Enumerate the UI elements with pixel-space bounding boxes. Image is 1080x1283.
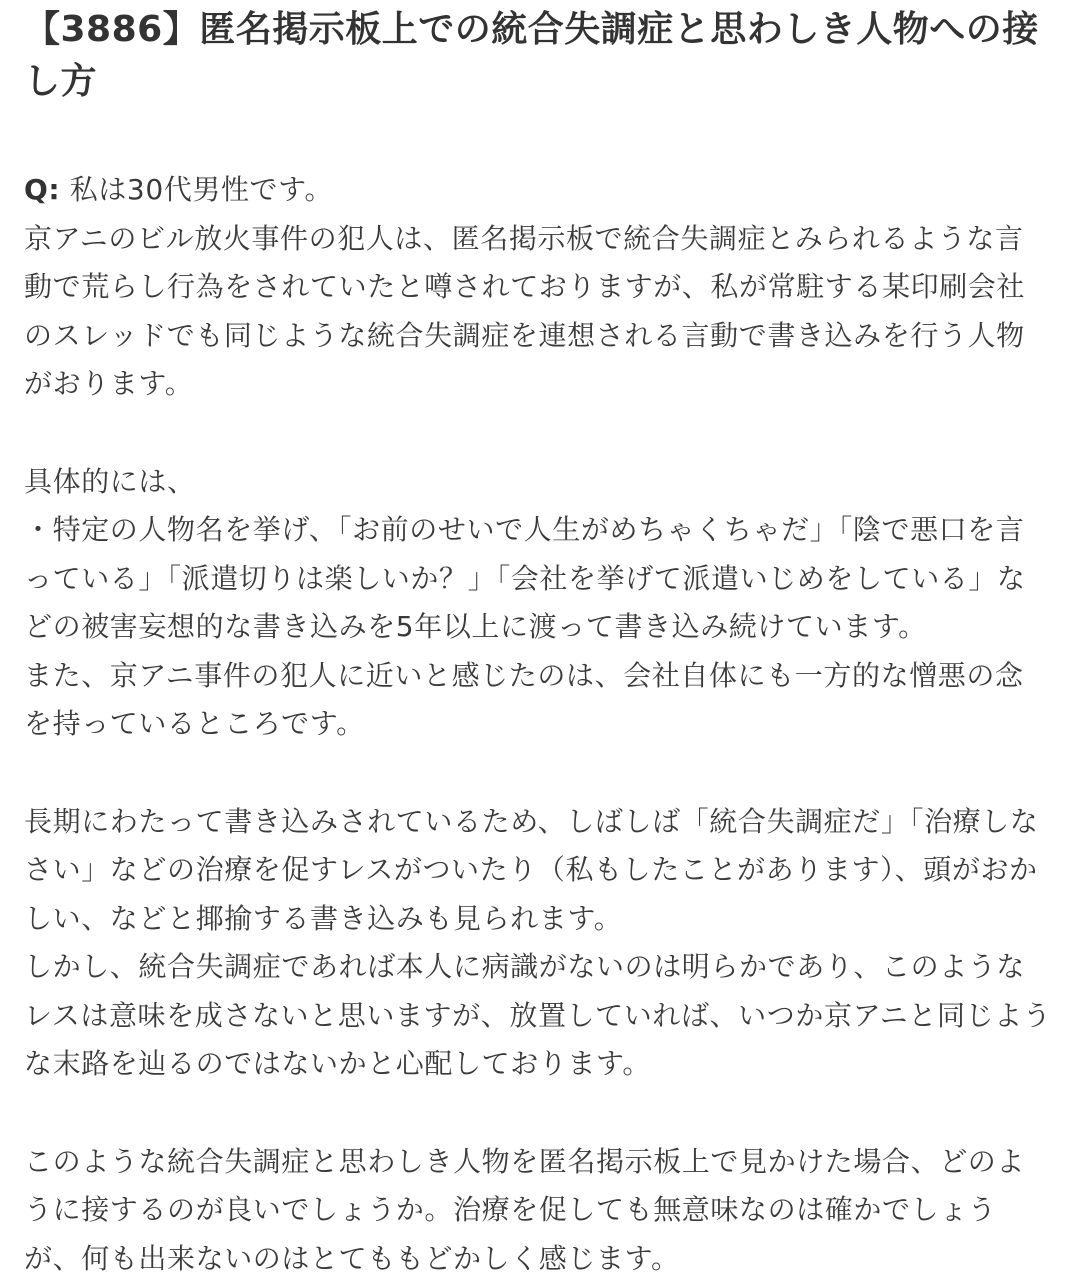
question-line: 京アニのビル放火事件の犯人は、匿名掲示板で統合失調症とみられるような言動で荒らし行為をされていたと噂されておりますが、私が常駐する某印刷会社のスレッドでも同じような統合失調症を連想される言動で書き込みを行う人物がおります。	[24, 215, 1052, 409]
question-line	[24, 166, 1052, 215]
question-paragraph-4	[24, 1138, 1052, 1283]
question-paragraph-1	[24, 166, 1052, 409]
question-paragraph-3	[24, 798, 1052, 1089]
question-paragraph-2	[24, 458, 1052, 749]
question-line: しかし、統合失調症であれば本人に病識がないのは明らかであり、このようなレスは意味を成さないと思いますが、放置していれば、いつか京アニと同じような末路を辿るのではないかと心配しております。	[24, 943, 1052, 1089]
page-title: 【3886】匿名掲示板上での統合失調症と思わしき人物への接し方	[24, 0, 1052, 108]
question-line: また、京アニ事件の犯人に近いと感じたのは、会社自体にも一方的な憎悪の念を持っているところです。	[24, 652, 1052, 749]
question-line: 具体的には、	[24, 458, 1052, 507]
question-label: Q:	[24, 173, 60, 206]
question-line: このような統合失調症と思わしき人物を匿名掲示板上で見かけた場合、どのように接するのが良いでしょうか。治療を促しても無意味なのは確かでしょうが、何も出来ないのはとてももどかしく感じます。	[24, 1138, 1052, 1283]
question-line: 長期にわたって書き込みされているため、しばしば「統合失調症だ」「治療しなさい」などの治療を促すレスがついたり（私もしたことがあります）、頭がおかしい、などと揶揄する書き込みも見られます。	[24, 798, 1052, 944]
question-intro: 私は30代男性です。	[70, 173, 333, 206]
question-line: ・特定の人物名を挙げ、「お前のせいで人生がめちゃくちゃだ」「陰で悪口を言っている」「派遣切りは楽しいか？」「会社を挙げて派遣いじめをしている」などの被害妄想的な書き込みを5年以上に渡って書き込み続けています。	[24, 506, 1052, 652]
question-body	[24, 166, 1052, 1283]
